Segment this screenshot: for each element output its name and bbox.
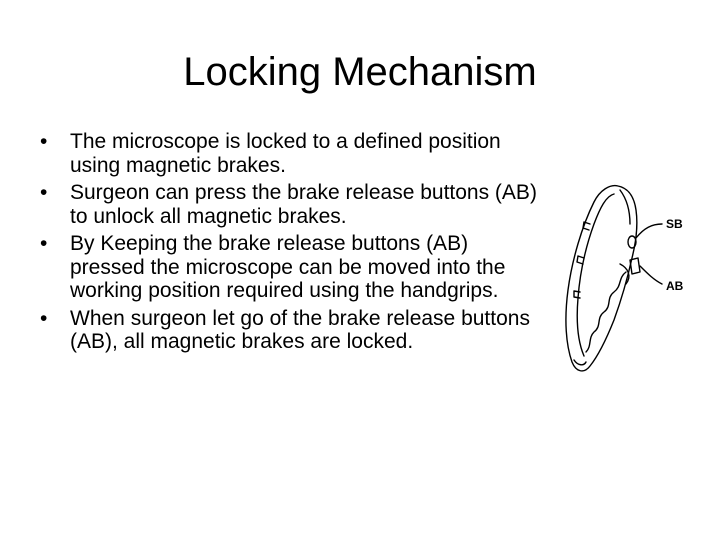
bullet-item <box>40 181 540 228</box>
bullet-text: When surgeon let go of the brake release buttons (AB), all magnetic brakes are locked. <box>70 306 530 353</box>
bullet-text: By Keeping the brake release buttons (AB) pressed the microscope can be moved into the working position required using the handgrips. <box>70 232 506 302</box>
bullet-item <box>40 130 540 177</box>
handgrip-outline <box>566 186 637 371</box>
handgrip-drawing-icon <box>548 180 708 380</box>
bullet-marker: • <box>40 130 48 153</box>
bullet-marker: • <box>40 306 48 330</box>
sb-leader-line <box>636 224 662 238</box>
bullet-item <box>40 232 540 303</box>
bullet-marker: • <box>40 181 48 204</box>
ab-leader-line <box>640 266 662 284</box>
bullet-text: The microscope is locked to a defined position using magnetic brakes. <box>70 130 501 177</box>
label-ab: AB <box>666 279 684 293</box>
bullet-list <box>40 130 540 358</box>
slide-title: Locking Mechanism <box>183 50 537 94</box>
bullet-item <box>40 307 540 354</box>
bullet-text: Surgeon can press the brake release buttons (AB) to unlock all magnetic brakes. <box>70 181 537 228</box>
label-sb: SB <box>666 217 683 231</box>
bullet-marker: • <box>40 232 48 255</box>
